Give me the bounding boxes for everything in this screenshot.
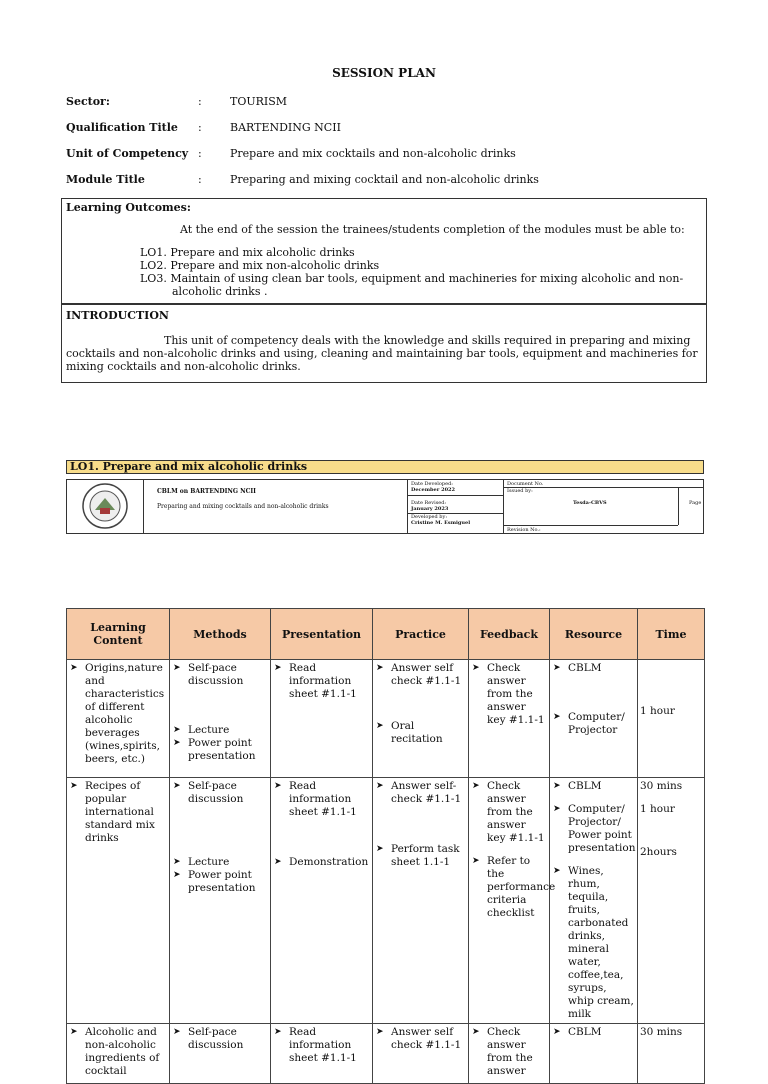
arrow-bullet-icon: ➤ [553,804,561,814]
arrow-bullet-icon: ➤ [274,1027,282,1037]
issued-cell: Document No. Issued by: Tesda-CBVS Revision No.: Page [503,480,703,533]
meta-label: Sector: [66,95,110,108]
cell-feedback: ➤ Check answer from the answer [469,1024,550,1084]
lo1-heading-bar: LO1. Prepare and mix alcoholic drinks [66,460,704,474]
introduction-line: This unit of competency deals with the knowledge and skills required in preparing and mixing [164,334,691,347]
cell-presentation: ➤ Read information sheet #1.1-1 ➤ Demonstration [271,778,373,1024]
cblm-cell [143,480,408,533]
column-header: Resource [550,609,638,660]
table-row [67,660,705,778]
table-row [67,778,705,1024]
logo-cell [67,480,144,533]
meta-value: TOURISM [230,95,288,108]
column-header: Feedback [469,609,550,660]
arrow-bullet-icon: ➤ [274,781,282,791]
arrow-bullet-icon: ➤ [553,712,561,722]
arrow-bullet-icon: ➤ [376,844,384,854]
cell-resource: ➤ CBLM ➤ Computer/ Projector [550,660,638,778]
school-seal-icon [67,480,143,533]
cell-methods: ➤ Self-pace discussion ➤ Lecture ➤ Power point presentation [170,778,271,1024]
cell-presentation: ➤ Read information sheet #1.1-1 [271,1024,373,1084]
arrow-bullet-icon: ➤ [173,738,181,748]
cell-time: 30 mins 1 hour 2hours [638,778,705,1024]
cell-methods: ➤ Self-pace discussion ➤ Lecture ➤ Power point presentation [170,660,271,778]
arrow-bullet-icon: ➤ [70,663,78,673]
arrow-bullet-icon: ➤ [173,857,181,867]
arrow-bullet-icon: ➤ [553,866,561,876]
arrow-bullet-icon: ➤ [376,781,384,791]
table-header-row [67,609,705,660]
arrow-bullet-icon: ➤ [70,781,78,791]
learning-outcome-item: LO3. Maintain of using clean bar tools, equipment and machineries for mixing alcoholic and non- [140,272,684,285]
meta-value: Preparing and mixing cocktail and non-alcoholic drinks [230,173,539,186]
column-header: Practice [373,609,469,660]
learning-outcomes-heading: Learning Outcomes: [66,201,191,214]
learning-outcome-item: LO2. Prepare and mix non-alcoholic drinks [140,259,380,272]
cell-feedback: ➤ Check answer from the answer key #1.1-1 [469,660,550,778]
arrow-bullet-icon: ➤ [472,856,480,866]
cell-resource: ➤ CBLM [550,1024,638,1084]
arrow-bullet-icon: ➤ [173,725,181,735]
arrow-bullet-icon: ➤ [553,663,561,673]
cell-time: 30 mins [638,1024,705,1084]
arrow-bullet-icon: ➤ [173,663,181,673]
cell-practice: ➤ Answer self check #1.1-1 ➤ Oral recitation [373,660,469,778]
learning-outcomes-box [61,198,707,304]
session-plan-table [66,608,705,1084]
arrow-bullet-icon: ➤ [376,721,384,731]
arrow-bullet-icon: ➤ [173,870,181,880]
cell-presentation: ➤ Read information sheet #1.1-1 [271,660,373,778]
table-row [67,1024,705,1084]
column-header: Learning Content [67,609,170,660]
document-header-table [66,479,704,534]
meta-value: Prepare and mix cocktails and non-alcoholic drinks [230,147,516,160]
arrow-bullet-icon: ➤ [173,1027,181,1037]
cell-practice: ➤ Answer self-check #1.1-1 ➤ Perform task sheet 1.1-1 [373,778,469,1024]
cell-content: ➤ Recipes of popular international standard mix drinks [67,778,170,1024]
cell-resource: ➤ CBLM ➤ Computer/ Projector/ Power point presentation ➤ Wines, rhum, tequila, fruits, carbonated drinks, mineral water, coffee,tea, syrups, whip cream, milk [550,778,638,1024]
arrow-bullet-icon: ➤ [173,781,181,791]
introduction-box [61,304,707,383]
meta-label: Unit of Competency [66,147,189,160]
cblm-title: CBLM on BARTENDING NCII [157,488,256,495]
arrow-bullet-icon: ➤ [553,1027,561,1037]
arrow-bullet-icon: ➤ [274,663,282,673]
meta-label: Module Title [66,173,145,186]
learning-outcome-item: alcoholic drinks . [172,285,268,298]
arrow-bullet-icon: ➤ [472,1027,480,1037]
document-title: SESSION PLAN [332,66,436,80]
learning-outcomes-intro: At the end of the session the trainees/students completion of the modules must be able to: [180,223,685,236]
column-header: Methods [170,609,271,660]
arrow-bullet-icon: ➤ [70,1027,78,1037]
arrow-bullet-icon: ➤ [472,781,480,791]
arrow-bullet-icon: ➤ [376,1027,384,1037]
introduction-line: cocktails and non-alcoholic drinks and using, cleaning and maintaining bar tools, equipment and machineries for [66,347,698,360]
arrow-bullet-icon: ➤ [553,781,561,791]
meta-value: BARTENDING NCII [230,121,341,134]
arrow-bullet-icon: ➤ [274,857,282,867]
arrow-bullet-icon: ➤ [472,663,480,673]
cell-methods: ➤ Self-pace discussion [170,1024,271,1084]
column-header: Presentation [271,609,373,660]
cell-content: ➤ Origins,nature and characteristics of different alcoholic beverages (wines,spirits, beers, etc.) [67,660,170,778]
cell-time: 1 hour [638,660,705,778]
arrow-bullet-icon: ➤ [376,663,384,673]
learning-outcome-item: LO1. Prepare and mix alcoholic drinks [140,246,355,259]
meta-label: Qualification Title [66,121,178,134]
introduction-line: mixing cocktails and non-alcoholic drinks. [66,360,301,373]
dates-cell: Date Developed: December 2022 Date Revised: January 2023 Developed by: Cristine M. Esmiguel [407,480,504,533]
introduction-heading: INTRODUCTION [66,309,169,322]
cblm-module: Preparing and mixing cocktails and non-alcoholic drinks [157,503,329,510]
cell-feedback: ➤ Check answer from the answer key #1.1-1 ➤ Refer to the performance criteria checklist [469,778,550,1024]
cell-content: ➤ Alcoholic and non-alcoholic ingredients of cocktail [67,1024,170,1084]
column-header: Time [638,609,705,660]
cell-practice: ➤ Answer self check #1.1-1 [373,1024,469,1084]
